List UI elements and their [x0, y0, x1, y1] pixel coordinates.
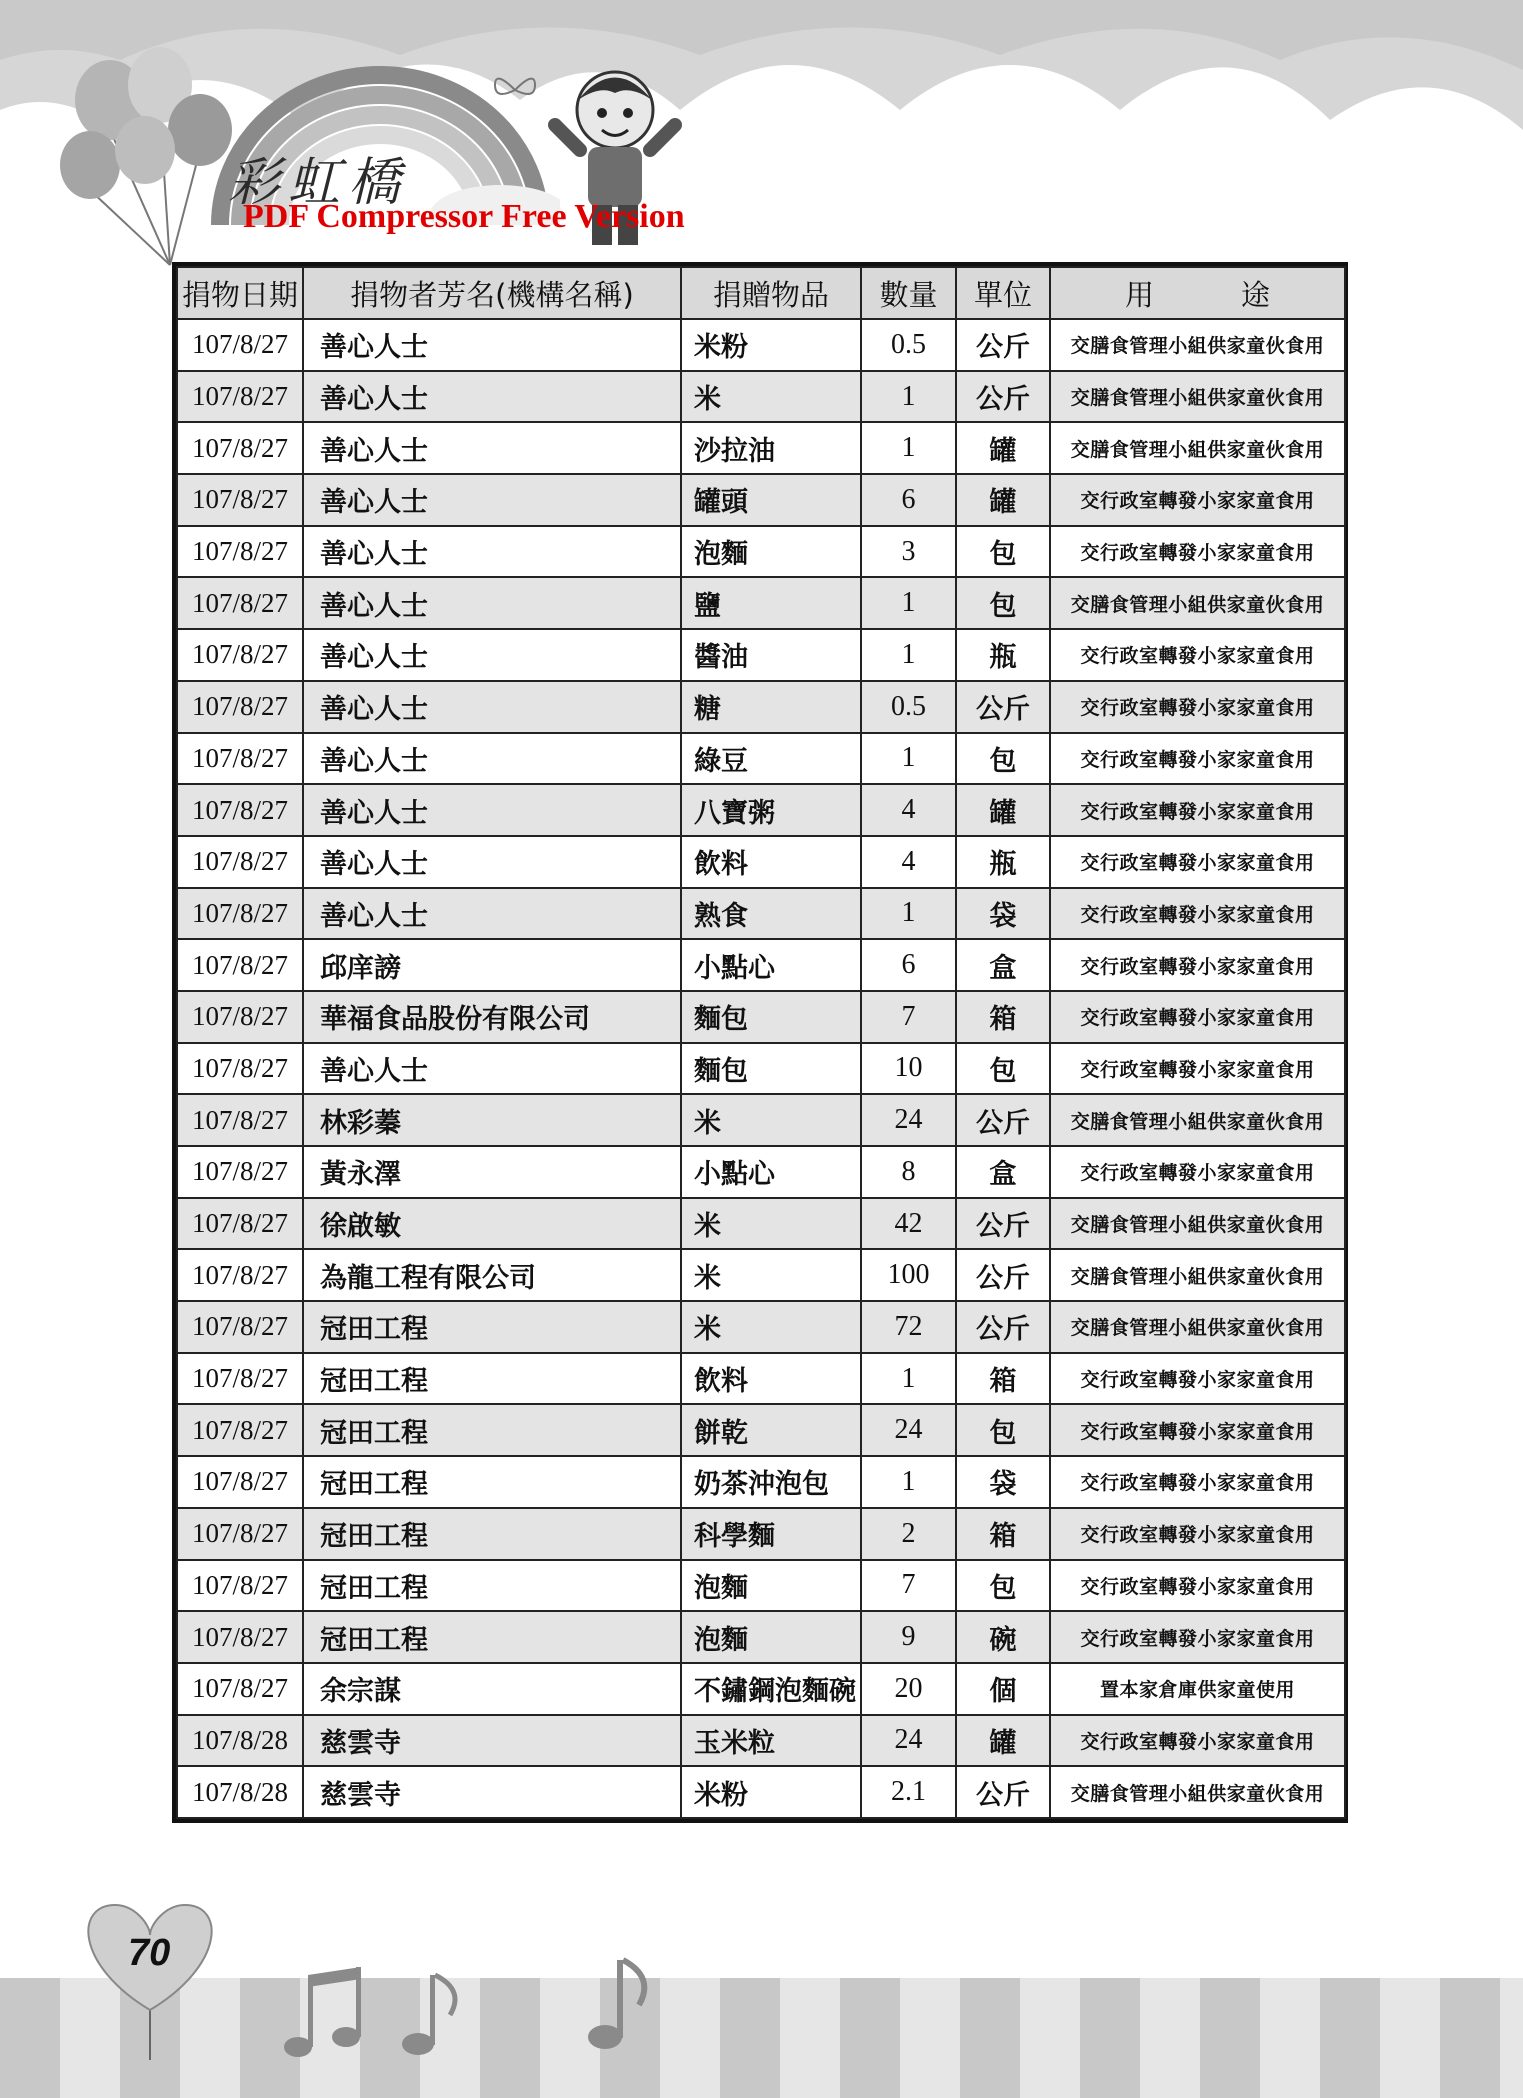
cell-date: 107/8/27 [177, 1094, 303, 1146]
cell-quantity: 6 [861, 474, 956, 526]
cell-quantity: 6 [861, 939, 956, 991]
cell-donor: 冠田工程 [303, 1404, 681, 1456]
music-note-icon [585, 1955, 655, 2055]
cell-use: 交行政室轉發小家家童食用 [1050, 1146, 1345, 1198]
table-row [177, 1611, 1345, 1663]
cell-use: 交行政室轉發小家家童食用 [1050, 888, 1345, 940]
cell-donor: 冠田工程 [303, 1560, 681, 1612]
cell-unit: 個 [956, 1663, 1050, 1715]
cell-date: 107/8/27 [177, 836, 303, 888]
cell-item: 麵包 [681, 991, 861, 1043]
cell-date: 107/8/27 [177, 319, 303, 371]
cell-use: 交行政室轉發小家家童食用 [1050, 733, 1345, 785]
cell-use: 交膳食管理小組供家童伙食用 [1050, 577, 1345, 629]
cell-unit: 瓶 [956, 629, 1050, 681]
cell-use: 交行政室轉發小家家童食用 [1050, 1560, 1345, 1612]
cell-donor: 冠田工程 [303, 1508, 681, 1560]
cell-quantity: 1 [861, 888, 956, 940]
table-row [177, 939, 1345, 991]
table-row [177, 1301, 1345, 1353]
cell-quantity: 10 [861, 1043, 956, 1095]
table-row [177, 371, 1345, 423]
cell-donor: 善心人士 [303, 681, 681, 733]
cell-date: 107/8/27 [177, 681, 303, 733]
cell-unit: 袋 [956, 888, 1050, 940]
cell-date: 107/8/27 [177, 1611, 303, 1663]
table-row [177, 1198, 1345, 1250]
cell-item: 米 [681, 1249, 861, 1301]
cell-item: 奶茶沖泡包 [681, 1456, 861, 1508]
cell-item: 醬油 [681, 629, 861, 681]
cell-unit: 包 [956, 577, 1050, 629]
watermark-text: PDF Compressor Free Version [243, 198, 685, 235]
cell-donor: 慈雲寺 [303, 1715, 681, 1767]
column-header-donor: 捐物者芳名(機構名稱) [303, 267, 681, 319]
cell-date: 107/8/27 [177, 939, 303, 991]
cell-quantity: 1 [861, 629, 956, 681]
table-row [177, 629, 1345, 681]
donation-table [172, 262, 1348, 1823]
cell-item: 米 [681, 371, 861, 423]
cell-unit: 包 [956, 1043, 1050, 1095]
table-row [177, 836, 1345, 888]
cell-use: 交行政室轉發小家家童食用 [1050, 474, 1345, 526]
cell-quantity: 1 [861, 371, 956, 423]
cell-quantity: 2 [861, 1508, 956, 1560]
table-row [177, 1508, 1345, 1560]
cell-unit: 包 [956, 733, 1050, 785]
cell-date: 107/8/27 [177, 733, 303, 785]
cell-quantity: 4 [861, 784, 956, 836]
cell-quantity: 3 [861, 526, 956, 578]
cell-donor: 善心人士 [303, 784, 681, 836]
table-row [177, 422, 1345, 474]
table-row [177, 1353, 1345, 1405]
cell-use: 交行政室轉發小家家童食用 [1050, 1456, 1345, 1508]
cell-item: 餅乾 [681, 1404, 861, 1456]
cell-use: 交行政室轉發小家家童食用 [1050, 629, 1345, 681]
cell-donor: 余宗謀 [303, 1663, 681, 1715]
cell-date: 107/8/27 [177, 474, 303, 526]
table-row [177, 888, 1345, 940]
cell-item: 科學麵 [681, 1508, 861, 1560]
cell-use: 交行政室轉發小家家童食用 [1050, 836, 1345, 888]
cell-date: 107/8/27 [177, 991, 303, 1043]
cell-unit: 罐 [956, 1715, 1050, 1767]
cell-item: 麵包 [681, 1043, 861, 1095]
cell-donor: 慈雲寺 [303, 1766, 681, 1818]
cell-date: 107/8/27 [177, 784, 303, 836]
cell-quantity: 8 [861, 1146, 956, 1198]
cell-donor: 林彩蓁 [303, 1094, 681, 1146]
cell-donor: 善心人士 [303, 526, 681, 578]
cell-use: 交膳食管理小組供家童伙食用 [1050, 1249, 1345, 1301]
cell-item: 飲料 [681, 836, 861, 888]
table-row [177, 1560, 1345, 1612]
cell-quantity: 7 [861, 1560, 956, 1612]
cell-item: 罐頭 [681, 474, 861, 526]
cell-item: 米 [681, 1094, 861, 1146]
cell-donor: 華福食品股份有限公司 [303, 991, 681, 1043]
cell-quantity: 1 [861, 577, 956, 629]
cell-date: 107/8/27 [177, 1456, 303, 1508]
cell-date: 107/8/27 [177, 1353, 303, 1405]
cell-donor: 善心人士 [303, 422, 681, 474]
music-note-icon [280, 1965, 370, 2065]
cell-use: 交膳食管理小組供家童伙食用 [1050, 422, 1345, 474]
cell-item: 小點心 [681, 1146, 861, 1198]
cell-unit: 碗 [956, 1611, 1050, 1663]
cell-date: 107/8/28 [177, 1766, 303, 1818]
cell-date: 107/8/27 [177, 1663, 303, 1715]
cell-unit: 袋 [956, 1456, 1050, 1508]
cell-date: 107/8/27 [177, 1508, 303, 1560]
cell-donor: 善心人士 [303, 577, 681, 629]
cell-date: 107/8/27 [177, 1404, 303, 1456]
column-header-use: 用 途 [1050, 267, 1345, 319]
cell-donor: 冠田工程 [303, 1301, 681, 1353]
cell-quantity: 1 [861, 733, 956, 785]
cell-item: 飲料 [681, 1353, 861, 1405]
table-row [177, 1766, 1345, 1818]
cell-donor: 冠田工程 [303, 1456, 681, 1508]
cell-use: 交膳食管理小組供家童伙食用 [1050, 319, 1345, 371]
balloons-icon [50, 40, 250, 270]
cell-use: 交行政室轉發小家家童食用 [1050, 1508, 1345, 1560]
cell-use: 交膳食管理小組供家童伙食用 [1050, 1198, 1345, 1250]
cell-quantity: 100 [861, 1249, 956, 1301]
cell-quantity: 0.5 [861, 319, 956, 371]
table-row [177, 1663, 1345, 1715]
cell-donor: 善心人士 [303, 1043, 681, 1095]
cell-unit: 公斤 [956, 371, 1050, 423]
cell-unit: 公斤 [956, 1301, 1050, 1353]
cell-use: 交膳食管理小組供家童伙食用 [1050, 1766, 1345, 1818]
cell-item: 八寶粥 [681, 784, 861, 836]
cell-date: 107/8/27 [177, 526, 303, 578]
cell-item: 小點心 [681, 939, 861, 991]
table-row [177, 733, 1345, 785]
cell-use: 交行政室轉發小家家童食用 [1050, 1404, 1345, 1456]
cell-quantity: 24 [861, 1715, 956, 1767]
cell-item: 糖 [681, 681, 861, 733]
cell-quantity: 1 [861, 1456, 956, 1508]
cell-donor: 善心人士 [303, 371, 681, 423]
cell-unit: 包 [956, 526, 1050, 578]
cell-date: 107/8/27 [177, 1146, 303, 1198]
table-row [177, 577, 1345, 629]
table-row [177, 1094, 1345, 1146]
table-row [177, 991, 1345, 1043]
table-row [177, 1404, 1345, 1456]
page-title: 彩虹橋 [228, 153, 409, 213]
cell-donor: 冠田工程 [303, 1353, 681, 1405]
cell-quantity: 24 [861, 1404, 956, 1456]
cell-use: 交行政室轉發小家家童食用 [1050, 1715, 1345, 1767]
cell-quantity: 24 [861, 1094, 956, 1146]
cell-item: 不鏽鋼泡麵碗 [681, 1663, 861, 1715]
cell-item: 玉米粒 [681, 1715, 861, 1767]
cell-use: 交行政室轉發小家家童食用 [1050, 1353, 1345, 1405]
cell-unit: 箱 [956, 991, 1050, 1043]
cell-item: 泡麵 [681, 1611, 861, 1663]
cell-date: 107/8/27 [177, 1560, 303, 1612]
cell-quantity: 1 [861, 422, 956, 474]
cell-item: 米粉 [681, 319, 861, 371]
cell-unit: 箱 [956, 1353, 1050, 1405]
cell-item: 鹽 [681, 577, 861, 629]
cell-date: 107/8/27 [177, 888, 303, 940]
table-row [177, 784, 1345, 836]
table-row [177, 681, 1345, 733]
cell-quantity: 1 [861, 1353, 956, 1405]
table-header-row [177, 267, 1345, 319]
table-row [177, 474, 1345, 526]
butterfly-icon [490, 70, 540, 110]
cell-item: 沙拉油 [681, 422, 861, 474]
cell-quantity: 42 [861, 1198, 956, 1250]
cell-use: 交行政室轉發小家家童食用 [1050, 939, 1345, 991]
cell-donor: 善心人士 [303, 733, 681, 785]
table-row [177, 1043, 1345, 1095]
cell-item: 泡麵 [681, 1560, 861, 1612]
cell-use: 交行政室轉發小家家童食用 [1050, 526, 1345, 578]
cell-use: 交膳食管理小組供家童伙食用 [1050, 371, 1345, 423]
cell-unit: 盒 [956, 1146, 1050, 1198]
cell-unit: 罐 [956, 474, 1050, 526]
cell-date: 107/8/27 [177, 371, 303, 423]
cell-quantity: 9 [861, 1611, 956, 1663]
column-header-date: 捐物日期 [177, 267, 303, 319]
cell-item: 泡麵 [681, 526, 861, 578]
cell-use: 交行政室轉發小家家童食用 [1050, 1611, 1345, 1663]
cell-use: 交行政室轉發小家家童食用 [1050, 1043, 1345, 1095]
cell-unit: 公斤 [956, 1198, 1050, 1250]
table-row [177, 526, 1345, 578]
cell-use: 交行政室轉發小家家童食用 [1050, 784, 1345, 836]
cell-item: 綠豆 [681, 733, 861, 785]
cell-date: 107/8/27 [177, 1301, 303, 1353]
cell-date: 107/8/27 [177, 1249, 303, 1301]
cell-unit: 公斤 [956, 1249, 1050, 1301]
cell-item: 米粉 [681, 1766, 861, 1818]
cell-donor: 邱庠謗 [303, 939, 681, 991]
cell-donor: 善心人士 [303, 629, 681, 681]
cell-use: 交行政室轉發小家家童食用 [1050, 991, 1345, 1043]
cell-donor: 黃永澤 [303, 1146, 681, 1198]
cell-unit: 公斤 [956, 1766, 1050, 1818]
cell-quantity: 72 [861, 1301, 956, 1353]
page-number: 70 [128, 1932, 171, 1974]
cell-use: 交行政室轉發小家家童食用 [1050, 681, 1345, 733]
table-row [177, 1249, 1345, 1301]
cell-unit: 罐 [956, 784, 1050, 836]
cell-unit: 公斤 [956, 319, 1050, 371]
cell-date: 107/8/28 [177, 1715, 303, 1767]
cell-donor: 善心人士 [303, 888, 681, 940]
cell-donor: 善心人士 [303, 319, 681, 371]
cell-date: 107/8/27 [177, 422, 303, 474]
cell-donor: 善心人士 [303, 836, 681, 888]
cell-item: 米 [681, 1198, 861, 1250]
heart-balloon-icon [65, 1885, 235, 2065]
cell-donor: 冠田工程 [303, 1611, 681, 1663]
cell-unit: 包 [956, 1560, 1050, 1612]
cell-use: 交膳食管理小組供家童伙食用 [1050, 1301, 1345, 1353]
cell-unit: 罐 [956, 422, 1050, 474]
cell-date: 107/8/27 [177, 1198, 303, 1250]
cell-unit: 箱 [956, 1508, 1050, 1560]
cell-donor: 為龍工程有限公司 [303, 1249, 681, 1301]
table-row [177, 319, 1345, 371]
cell-quantity: 20 [861, 1663, 956, 1715]
cell-unit: 瓶 [956, 836, 1050, 888]
table-row [177, 1456, 1345, 1508]
cell-item: 熟食 [681, 888, 861, 940]
column-header-quantity: 數量 [861, 267, 956, 319]
column-header-item: 捐贈物品 [681, 267, 861, 319]
music-note-icon [400, 1970, 470, 2060]
cell-unit: 包 [956, 1404, 1050, 1456]
cell-quantity: 0.5 [861, 681, 956, 733]
cell-quantity: 2.1 [861, 1766, 956, 1818]
table-row [177, 1146, 1345, 1198]
cell-date: 107/8/27 [177, 629, 303, 681]
column-header-unit: 單位 [956, 267, 1050, 319]
table-row [177, 1715, 1345, 1767]
cell-donor: 徐啟敏 [303, 1198, 681, 1250]
cell-quantity: 7 [861, 991, 956, 1043]
cell-date: 107/8/27 [177, 577, 303, 629]
cell-quantity: 4 [861, 836, 956, 888]
cell-unit: 盒 [956, 939, 1050, 991]
cell-use: 交膳食管理小組供家童伙食用 [1050, 1094, 1345, 1146]
cell-donor: 善心人士 [303, 474, 681, 526]
cell-use: 置本家倉庫供家童使用 [1050, 1663, 1345, 1715]
cell-item: 米 [681, 1301, 861, 1353]
cell-unit: 公斤 [956, 681, 1050, 733]
cell-date: 107/8/27 [177, 1043, 303, 1095]
cell-unit: 公斤 [956, 1094, 1050, 1146]
